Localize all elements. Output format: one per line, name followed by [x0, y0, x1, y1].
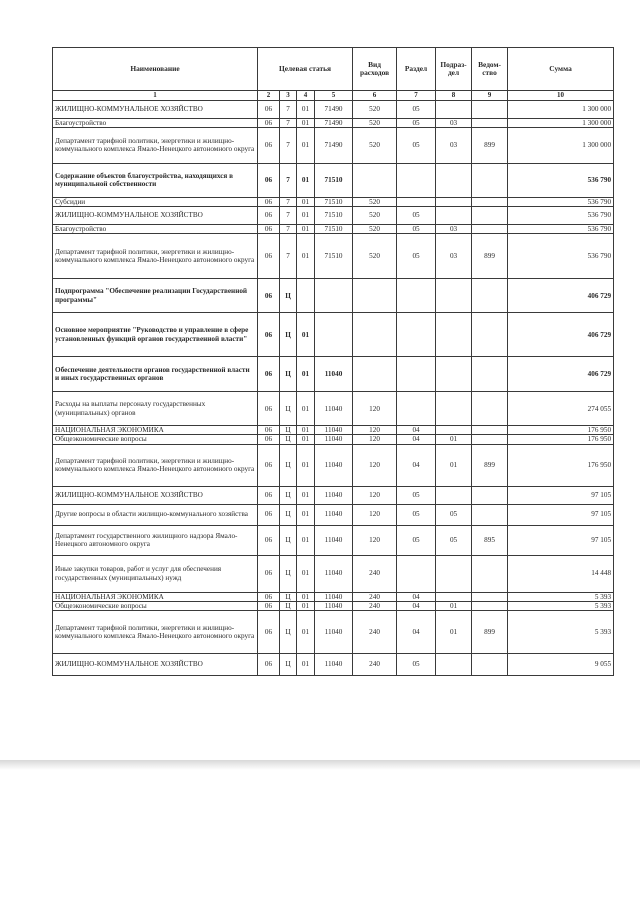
col-number: 3 — [280, 91, 297, 101]
code-program: 06 — [258, 426, 280, 435]
row-name: Благоустройство — [53, 118, 258, 127]
row-name: Обеспечение деятельности органов государственной власти и иных государственных органов — [53, 357, 258, 392]
row-name: Основное мероприятие "Руководство и управление в сфере установленных функций органов государственной власти" — [53, 313, 258, 357]
code-subprogram: 7 — [280, 118, 297, 127]
row-sum: 1 300 000 — [508, 118, 614, 127]
department-code — [472, 163, 508, 197]
subsection-code: 03 — [436, 127, 472, 163]
code-measure: 01 — [297, 313, 315, 357]
row-sum: 406 729 — [508, 279, 614, 313]
code-direction: 71490 — [315, 100, 353, 118]
code-direction — [315, 313, 353, 357]
code-program: 06 — [258, 118, 280, 127]
section-code: 05 — [397, 486, 436, 504]
section-code: 04 — [397, 435, 436, 444]
expense-type: 520 — [353, 100, 397, 118]
code-direction: 11040 — [315, 653, 353, 675]
code-measure: 01 — [297, 127, 315, 163]
code-program: 06 — [258, 234, 280, 279]
code-direction: 11040 — [315, 435, 353, 444]
row-sum: 14 448 — [508, 555, 614, 592]
subsection-code — [436, 653, 472, 675]
budget-table — [52, 47, 614, 676]
section-code: 05 — [397, 127, 436, 163]
expense-type: 120 — [353, 444, 397, 486]
section-code — [397, 357, 436, 392]
department-code: 899 — [472, 127, 508, 163]
code-direction: 11040 — [315, 525, 353, 555]
code-subprogram: Ц — [280, 592, 297, 601]
code-subprogram: Ц — [280, 279, 297, 313]
code-program: 06 — [258, 100, 280, 118]
row-sum: 536 790 — [508, 163, 614, 197]
code-subprogram: Ц — [280, 525, 297, 555]
code-program: 06 — [258, 197, 280, 206]
table-row — [53, 206, 614, 224]
code-measure: 01 — [297, 592, 315, 601]
code-subprogram: 7 — [280, 234, 297, 279]
row-sum: 1 300 000 — [508, 127, 614, 163]
row-sum: 5 393 — [508, 601, 614, 610]
row-name: ЖИЛИЩНО-КОММУНАЛЬНОЕ ХОЗЯЙСТВО — [53, 100, 258, 118]
table-row — [53, 486, 614, 504]
code-measure: 01 — [297, 525, 315, 555]
code-direction: 71490 — [315, 127, 353, 163]
code-program: 06 — [258, 163, 280, 197]
department-code — [472, 313, 508, 357]
expense-type: 240 — [353, 610, 397, 653]
subsection-code: 03 — [436, 118, 472, 127]
col-number: 10 — [508, 91, 614, 101]
subsection-code — [436, 100, 472, 118]
table-row — [53, 610, 614, 653]
table-row — [53, 392, 614, 426]
department-code — [472, 357, 508, 392]
code-measure: 01 — [297, 100, 315, 118]
section-code — [397, 197, 436, 206]
subsection-code: 01 — [436, 435, 472, 444]
section-code — [397, 392, 436, 426]
code-program: 06 — [258, 504, 280, 525]
expense-type: 240 — [353, 555, 397, 592]
subsection-code — [436, 163, 472, 197]
code-measure: 01 — [297, 555, 315, 592]
col-number: 4 — [297, 91, 315, 101]
row-sum: 406 729 — [508, 357, 614, 392]
table-row — [53, 224, 614, 233]
header-section: Раздел — [397, 48, 436, 91]
row-name: НАЦИОНАЛЬНАЯ ЭКОНОМИКА — [53, 426, 258, 435]
code-program: 06 — [258, 224, 280, 233]
section-code: 05 — [397, 234, 436, 279]
code-direction: 11040 — [315, 610, 353, 653]
row-name: Содержание объектов благоустройства, находящихся в муниципальной собственности — [53, 163, 258, 197]
row-sum: 5 393 — [508, 592, 614, 601]
department-code: 899 — [472, 444, 508, 486]
code-program: 06 — [258, 486, 280, 504]
expense-type: 520 — [353, 234, 397, 279]
department-code: 899 — [472, 234, 508, 279]
department-code — [472, 206, 508, 224]
row-name: Департамент тарифной политики, энергетики и жилищно-коммунального комплекса Ямало-Ненецкого автономного округа — [53, 234, 258, 279]
row-name: Субсидии — [53, 197, 258, 206]
code-measure: 01 — [297, 118, 315, 127]
department-code — [472, 392, 508, 426]
code-measure: 01 — [297, 610, 315, 653]
code-subprogram: Ц — [280, 504, 297, 525]
table-row — [53, 435, 614, 444]
table-row — [53, 504, 614, 525]
code-measure: 01 — [297, 444, 315, 486]
code-program: 06 — [258, 127, 280, 163]
code-direction: 11040 — [315, 486, 353, 504]
section-code: 05 — [397, 653, 436, 675]
code-program: 06 — [258, 555, 280, 592]
row-sum: 176 950 — [508, 435, 614, 444]
code-subprogram: 7 — [280, 100, 297, 118]
department-code — [472, 653, 508, 675]
subsection-code — [436, 197, 472, 206]
section-code — [397, 163, 436, 197]
code-direction: 11040 — [315, 601, 353, 610]
code-program: 06 — [258, 357, 280, 392]
code-subprogram: 7 — [280, 127, 297, 163]
expense-type — [353, 313, 397, 357]
row-sum: 97 105 — [508, 486, 614, 504]
code-direction: 11040 — [315, 392, 353, 426]
code-subprogram: Ц — [280, 653, 297, 675]
table-body — [53, 100, 614, 675]
table-row — [53, 118, 614, 127]
code-direction: 71510 — [315, 234, 353, 279]
code-program: 06 — [258, 392, 280, 426]
code-subprogram: Ц — [280, 313, 297, 357]
col-number: 7 — [397, 91, 436, 101]
header-row — [53, 48, 614, 91]
code-direction: 11040 — [315, 357, 353, 392]
code-subprogram: 7 — [280, 206, 297, 224]
department-code — [472, 504, 508, 525]
code-measure: 01 — [297, 197, 315, 206]
subsection-code — [436, 592, 472, 601]
code-direction: 11040 — [315, 504, 353, 525]
expense-type: 520 — [353, 224, 397, 233]
row-sum: 536 790 — [508, 206, 614, 224]
code-direction: 71510 — [315, 163, 353, 197]
header-type: Вид расходов — [353, 48, 397, 91]
code-direction: 71510 — [315, 206, 353, 224]
table-row — [53, 601, 614, 610]
row-name: НАЦИОНАЛЬНАЯ ЭКОНОМИКА — [53, 592, 258, 601]
subsection-code: 05 — [436, 504, 472, 525]
expense-type: 120 — [353, 392, 397, 426]
row-name: Департамент тарифной политики, энергетики и жилищно-коммунального комплекса Ямало-Ненецкого автономного округа — [53, 444, 258, 486]
table-row — [53, 426, 614, 435]
col-number: 1 — [53, 91, 258, 101]
code-measure: 01 — [297, 504, 315, 525]
code-direction: 71490 — [315, 118, 353, 127]
row-sum: 176 950 — [508, 426, 614, 435]
section-code: 05 — [397, 206, 436, 224]
department-code — [472, 279, 508, 313]
row-sum: 536 790 — [508, 224, 614, 233]
subsection-code — [436, 392, 472, 426]
code-program: 06 — [258, 279, 280, 313]
subsection-code — [436, 486, 472, 504]
code-direction: 71510 — [315, 197, 353, 206]
header-subsection: Подраз-дел — [436, 48, 472, 91]
row-name: ЖИЛИЩНО-КОММУНАЛЬНОЕ ХОЗЯЙСТВО — [53, 486, 258, 504]
table-row — [53, 279, 614, 313]
code-subprogram: Ц — [280, 444, 297, 486]
row-name: Департамент тарифной политики, энергетики и жилищно-коммунального комплекса Ямало-Ненецкого автономного округа — [53, 127, 258, 163]
code-measure: 01 — [297, 234, 315, 279]
table-row — [53, 555, 614, 592]
section-code: 04 — [397, 426, 436, 435]
section-code: 05 — [397, 118, 436, 127]
department-code: 899 — [472, 610, 508, 653]
department-code — [472, 592, 508, 601]
expense-type: 520 — [353, 127, 397, 163]
col-number: 6 — [353, 91, 397, 101]
code-program: 06 — [258, 435, 280, 444]
expense-type — [353, 357, 397, 392]
row-sum: 97 105 — [508, 504, 614, 525]
expense-type: 240 — [353, 653, 397, 675]
row-sum: 97 105 — [508, 525, 614, 555]
code-subprogram: 7 — [280, 163, 297, 197]
subsection-code: 05 — [436, 525, 472, 555]
row-name: Департамент тарифной политики, энергетики и жилищно-коммунального комплекса Ямало-Ненецкого автономного округа — [53, 610, 258, 653]
header-target: Целевая статья — [258, 48, 353, 91]
code-measure: 01 — [297, 486, 315, 504]
code-measure: 01 — [297, 163, 315, 197]
table-row — [53, 357, 614, 392]
table-row — [53, 313, 614, 357]
expense-type — [353, 163, 397, 197]
header-department: Ведом-ство — [472, 48, 508, 91]
subsection-code: 03 — [436, 224, 472, 233]
subsection-code — [436, 357, 472, 392]
row-name: Расходы на выплаты персоналу государственных (муниципальных) органов — [53, 392, 258, 426]
code-program: 06 — [258, 610, 280, 653]
section-code — [397, 279, 436, 313]
table-row — [53, 127, 614, 163]
row-name: Подпрограмма "Обеспечение реализации Государственной программы" — [53, 279, 258, 313]
row-sum: 5 393 — [508, 610, 614, 653]
code-subprogram: Ц — [280, 601, 297, 610]
table-row — [53, 197, 614, 206]
department-code — [472, 197, 508, 206]
subsection-code: 01 — [436, 610, 472, 653]
row-name: Иные закупки товаров, работ и услуг для обеспечения государственных (муниципальных) нужд — [53, 555, 258, 592]
code-direction: 11040 — [315, 426, 353, 435]
section-code — [397, 555, 436, 592]
row-sum: 274 055 — [508, 392, 614, 426]
table-row — [53, 592, 614, 601]
code-subprogram: Ц — [280, 357, 297, 392]
row-sum: 406 729 — [508, 313, 614, 357]
row-sum: 1 300 000 — [508, 100, 614, 118]
subsection-code — [436, 426, 472, 435]
column-number-row — [53, 91, 614, 101]
code-program: 06 — [258, 313, 280, 357]
code-subprogram: Ц — [280, 486, 297, 504]
subsection-code — [436, 555, 472, 592]
code-subprogram: 7 — [280, 224, 297, 233]
expense-type: 120 — [353, 435, 397, 444]
code-measure: 01 — [297, 392, 315, 426]
code-measure: 01 — [297, 206, 315, 224]
subsection-code — [436, 206, 472, 224]
code-direction: 71510 — [315, 224, 353, 233]
section-code: 04 — [397, 592, 436, 601]
code-program: 06 — [258, 653, 280, 675]
department-code — [472, 426, 508, 435]
code-direction: 11040 — [315, 592, 353, 601]
department-code — [472, 486, 508, 504]
table-row — [53, 163, 614, 197]
code-direction — [315, 279, 353, 313]
row-name: Департамент государственного жилищного надзора Ямало-Ненецкого автономного округа — [53, 525, 258, 555]
col-number: 2 — [258, 91, 280, 101]
row-sum: 9 055 — [508, 653, 614, 675]
expense-type: 520 — [353, 197, 397, 206]
col-number: 5 — [315, 91, 353, 101]
code-program: 06 — [258, 601, 280, 610]
table-row — [53, 234, 614, 279]
section-code: 04 — [397, 610, 436, 653]
department-code — [472, 435, 508, 444]
expense-type: 240 — [353, 601, 397, 610]
code-measure: 01 — [297, 426, 315, 435]
code-program: 06 — [258, 444, 280, 486]
department-code — [472, 224, 508, 233]
subsection-code: 01 — [436, 444, 472, 486]
code-direction: 11040 — [315, 555, 353, 592]
expense-type — [353, 279, 397, 313]
department-code — [472, 601, 508, 610]
section-code: 05 — [397, 100, 436, 118]
code-subprogram: Ц — [280, 426, 297, 435]
table-row — [53, 444, 614, 486]
code-subprogram: 7 — [280, 197, 297, 206]
row-name: ЖИЛИЩНО-КОММУНАЛЬНОЕ ХОЗЯЙСТВО — [53, 206, 258, 224]
code-measure: 01 — [297, 224, 315, 233]
section-code: 05 — [397, 525, 436, 555]
page-bottom-edge — [0, 760, 640, 770]
section-code: 04 — [397, 601, 436, 610]
expense-type: 120 — [353, 504, 397, 525]
header-name: Наименование — [53, 48, 258, 91]
col-number: 8 — [436, 91, 472, 101]
row-sum: 536 790 — [508, 197, 614, 206]
table-row — [53, 525, 614, 555]
section-code: 05 — [397, 504, 436, 525]
code-program: 06 — [258, 592, 280, 601]
department-code — [472, 118, 508, 127]
department-code: 895 — [472, 525, 508, 555]
row-name: ЖИЛИЩНО-КОММУНАЛЬНОЕ ХОЗЯЙСТВО — [53, 653, 258, 675]
code-program: 06 — [258, 525, 280, 555]
subsection-code: 03 — [436, 234, 472, 279]
code-subprogram: Ц — [280, 435, 297, 444]
code-measure: 01 — [297, 357, 315, 392]
expense-type: 120 — [353, 426, 397, 435]
expense-type: 120 — [353, 486, 397, 504]
table-row — [53, 653, 614, 675]
row-sum: 176 950 — [508, 444, 614, 486]
subsection-code — [436, 279, 472, 313]
code-measure: 01 — [297, 601, 315, 610]
row-name: Другие вопросы в области жилищно-коммунального хозяйства — [53, 504, 258, 525]
expense-type: 240 — [353, 592, 397, 601]
subsection-code: 01 — [436, 601, 472, 610]
department-code — [472, 555, 508, 592]
code-program: 06 — [258, 206, 280, 224]
code-direction: 11040 — [315, 444, 353, 486]
row-sum: 536 790 — [508, 234, 614, 279]
code-measure: 01 — [297, 653, 315, 675]
row-name: Общеэкономические вопросы — [53, 435, 258, 444]
row-name: Благоустройство — [53, 224, 258, 233]
table-row — [53, 100, 614, 118]
section-code: 05 — [397, 224, 436, 233]
section-code — [397, 313, 436, 357]
expense-type: 520 — [353, 118, 397, 127]
expense-type: 520 — [353, 206, 397, 224]
code-measure: 01 — [297, 435, 315, 444]
code-measure — [297, 279, 315, 313]
header-sum: Сумма — [508, 48, 614, 91]
code-subprogram: Ц — [280, 392, 297, 426]
expense-type: 120 — [353, 525, 397, 555]
row-name: Общеэкономические вопросы — [53, 601, 258, 610]
code-subprogram: Ц — [280, 610, 297, 653]
section-code: 04 — [397, 444, 436, 486]
col-number: 9 — [472, 91, 508, 101]
department-code — [472, 100, 508, 118]
subsection-code — [436, 313, 472, 357]
code-subprogram: Ц — [280, 555, 297, 592]
